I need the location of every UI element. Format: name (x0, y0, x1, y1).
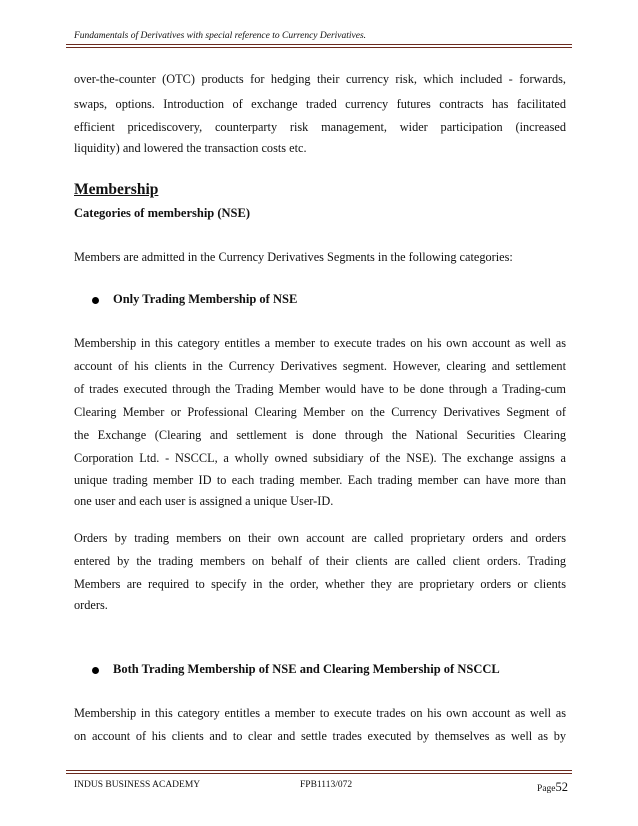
paragraph-line: efficient pricediscovery, counterparty risk management, wider participation (increased (74, 120, 566, 134)
paragraph-line: entered by the trading members on behalf of their clients are called client orders. Trading (74, 554, 566, 568)
header-rule (66, 44, 572, 48)
page-number: 52 (555, 780, 568, 794)
paragraph-line: one user and each user is assigned a unique User-ID. (74, 494, 334, 508)
footer-page (537, 780, 568, 795)
paragraph-line: swaps, options. Introduction of exchange traded currency futures contracts has facilitated (74, 97, 566, 111)
paragraph-line: unique trading member ID to each trading member. Each trading member can have more than (74, 473, 566, 487)
paragraph-line: liquidity) and lowered the transaction costs etc. (74, 141, 307, 155)
section-heading: Membership (74, 181, 159, 198)
section-intro: Members are admitted in the Currency Derivatives Segments in the following categories: (74, 250, 513, 264)
paragraph-line: over-the-counter (OTC) products for hedging their currency risk, which included - forwards, (74, 72, 566, 86)
footer-code: FPB1113/072 (300, 780, 353, 790)
paragraph-line: of trades executed through the Trading Member would have to be done through a Trading-cum (74, 382, 566, 396)
paragraph-line: Orders by trading members on their own account are called proprietary orders and orders (74, 531, 566, 545)
paragraph-line: Clearing Member or Professional Clearing Member on the Currency Derivatives Segment of (74, 405, 566, 419)
page-label: Page (537, 784, 556, 794)
paragraph-line: Membership in this category entitles a member to execute trades on his own account as well as (74, 336, 566, 350)
bullet-icon (92, 667, 99, 674)
bullet-icon (92, 297, 99, 304)
subheading: Categories of membership (NSE) (74, 206, 251, 220)
paragraph-line: on account of his clients and to clear and settle trades executed by themselves as well as by (74, 729, 566, 743)
footer-institution: INDUS BUSINESS ACADEMY (74, 780, 201, 790)
category-label: Only Trading Membership of NSE (113, 292, 298, 306)
paragraph-line: orders. (74, 598, 108, 612)
paragraph-line: Members are required to specify in the order, whether they are proprietary orders or clients (74, 577, 566, 591)
paragraph-line: account of his clients in the Currency Derivatives segment. However, clearing and settlement (74, 359, 566, 373)
footer-rule (66, 770, 572, 774)
paragraph-line: Corporation Ltd. - NSCCL, a wholly owned subsidiary of the NSE). The exchange assigns a (74, 451, 566, 465)
paragraph-line: the Exchange (Clearing and settlement is done through the National Securities Clearing (74, 428, 566, 442)
category-label: Both Trading Membership of NSE and Clearing Membership of NSCCL (113, 662, 500, 676)
paragraph-line: Membership in this category entitles a member to execute trades on his own account as well as (74, 706, 566, 720)
running-header: Fundamentals of Derivatives with special reference to Currency Derivatives. (74, 31, 367, 41)
